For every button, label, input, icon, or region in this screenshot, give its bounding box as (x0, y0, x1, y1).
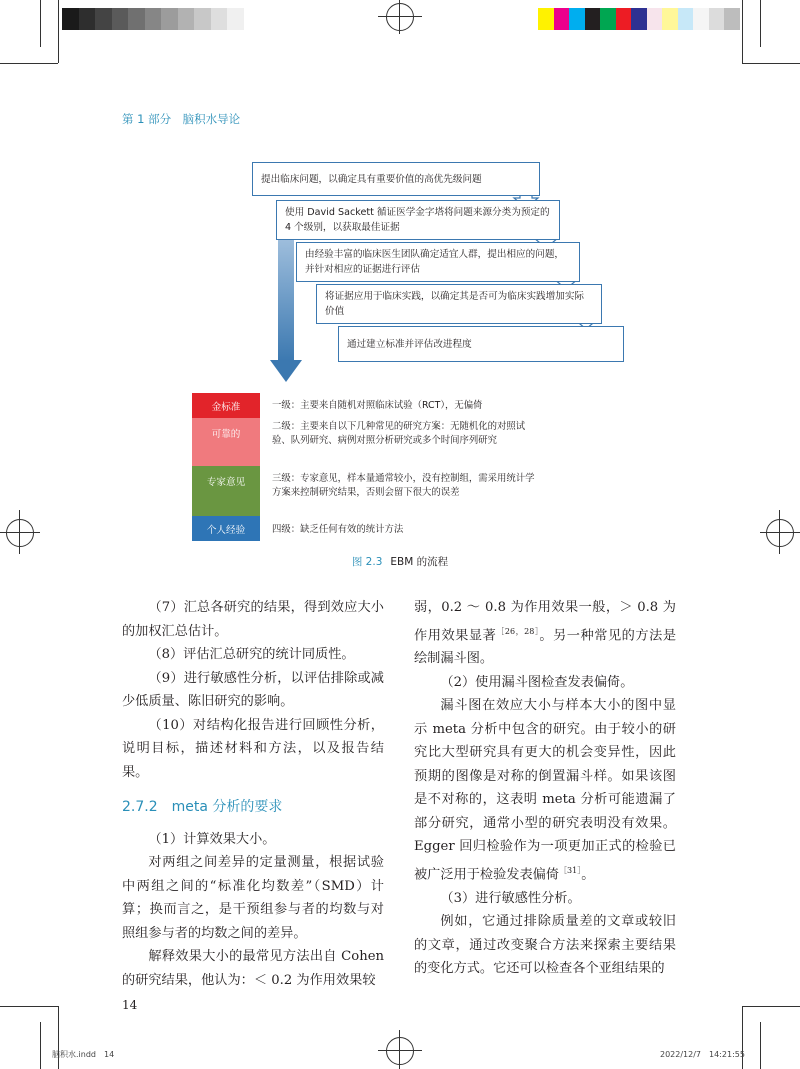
paragraph: （2）使用漏斗图检查发表偏倚。 (440, 674, 634, 690)
level-gold-standard: 金标准 (192, 393, 260, 418)
color-swatch (709, 8, 725, 30)
paragraph: （8）评估汇总研究的统计同质性。 (148, 647, 355, 662)
color-swatch (647, 8, 663, 30)
color-swatch (693, 8, 709, 30)
color-swatch (616, 8, 632, 30)
gray-swatch (112, 8, 129, 30)
figure-title: EBM 的流程 (390, 556, 449, 568)
paragraph: 漏斗图在效应大小与样本大小的图中显示 meta 分析中包含的研究。由于较小的研究比大型研究具有更大的机会变异性，因此预期的图像是对称的倒置漏斗样。如果该图是不对称的，这表明 meta 分析可能遗漏了部分研究，通常小型的研究表明没有效果。Egger 回归检验作为一项更加正式的检验已被广泛用于检验发表偏倚$^{[31]}$。 (414, 698, 676, 883)
flow-step-2: 使用 David Sackett 循证医学金字塔将问题来源分类为预定的 4 个级别，以获取最佳证据 (276, 200, 560, 240)
citation: ［26，28］ (496, 626, 540, 636)
file-slug: 脑积水.indd 14 (52, 1050, 115, 1059)
gray-swatch (178, 8, 195, 30)
running-header: 第 1 部分 脑积水导论 (122, 112, 241, 126)
gray-swatch (145, 8, 162, 30)
gray-swatch (211, 8, 228, 30)
gray-swatch (194, 8, 211, 30)
figure-caption (0, 554, 800, 569)
paragraph: （3）进行敏感性分析。 (440, 890, 581, 906)
color-swatch (678, 8, 694, 30)
level-personal-experience: 个人经验 (192, 516, 260, 541)
citation: ［31］ (559, 865, 582, 875)
level-reliable: 可靠的 (192, 418, 260, 466)
paragraph: （9）进行敏感性分析，以评估排除或减少低质量、陈旧研究的影响。 (122, 670, 384, 709)
gray-swatch (62, 8, 79, 30)
color-swatch (554, 8, 570, 30)
level-3-desc: 三级：专家意见，样本量通常较小，没有控制组，需采用统计学方案来控制研究结果，否则会留下很大的误差 (272, 473, 535, 498)
level-2-desc: 二级：主要来自以下几种常见的研究方案：无随机化的对照试验、队列研究、病例对照分析研究或多个时间序列研究 (272, 421, 526, 446)
flow-step-3: 由经验丰富的临床医生团队确定适宜人群，提出相应的问题，并针对相应的证据进行评估 (296, 242, 580, 282)
gray-swatch (95, 8, 112, 30)
flow-step-1: 提出临床问题，以确定具有重要价值的高优先级问题 (252, 162, 540, 196)
timestamp-slug: 2022/12/7 14:21:55 (660, 1050, 745, 1059)
color-swatch (724, 8, 740, 30)
level-1-desc: 一级：主要来自随机对照临床试验（RCT），无偏倚 (272, 400, 483, 411)
level-4-desc: 四级：缺乏任何有效的统计方法 (272, 524, 404, 535)
flow-step-4: 将证据应用于临床实践，以确定其是否可为临床实践增加实际价值 (316, 284, 602, 324)
paragraph: 弱，0.2 ～ 0.8 为作用效果一般，＞ 0.8 为作用效果显著$^{[26,28]}$。另一种常见的方法是绘制漏斗图。 (414, 600, 677, 667)
color-swatch (585, 8, 601, 30)
paragraph: 解释效果大小的最常见方法出自 Cohen 的研究结果，他认为：＜ 0.2 为作用效果较 (122, 949, 384, 988)
paragraph: （10）对结构化报告进行回顾性分析，说明目标，描述材料和方法，以及报告结果。 (122, 717, 384, 780)
color-swatch (600, 8, 616, 30)
paragraph: 例如，它通过排除质量差的文章或较旧的文章，通过改变聚合方法来探索主要结果的变化方式。它还可以检查各个亚组结果的 (414, 914, 676, 977)
gray-swatch (128, 8, 145, 30)
level-expert-opinion: 专家意见 (192, 466, 260, 516)
gray-swatch (79, 8, 96, 30)
gray-swatch (227, 8, 244, 30)
color-swatch (538, 8, 554, 30)
paragraph: 对两组之间差异的定量测量，根据试验中两组之间的“标准化均数差”（SMD）计算；换而言之，是干预组参与者的均数与对照组参与者的均数之间的差异。 (122, 855, 384, 941)
paragraph: （1）计算效果大小。 (148, 831, 276, 847)
section-heading: 2.7.2 meta 分析的要求 (122, 799, 283, 815)
color-swatch (569, 8, 585, 30)
left-column (122, 596, 384, 992)
color-swatch (662, 8, 678, 30)
gray-swatch (161, 8, 178, 30)
flow-step-5: 通过建立标准并评估改进程度 (338, 326, 624, 362)
paragraph: （7）汇总各研究的结果，得到效应大小的加权汇总估计。 (122, 600, 384, 639)
page-number: 14 (122, 998, 138, 1012)
right-column (414, 596, 676, 981)
figure-number: 图 2.3 (351, 556, 383, 568)
color-swatch (631, 8, 647, 30)
